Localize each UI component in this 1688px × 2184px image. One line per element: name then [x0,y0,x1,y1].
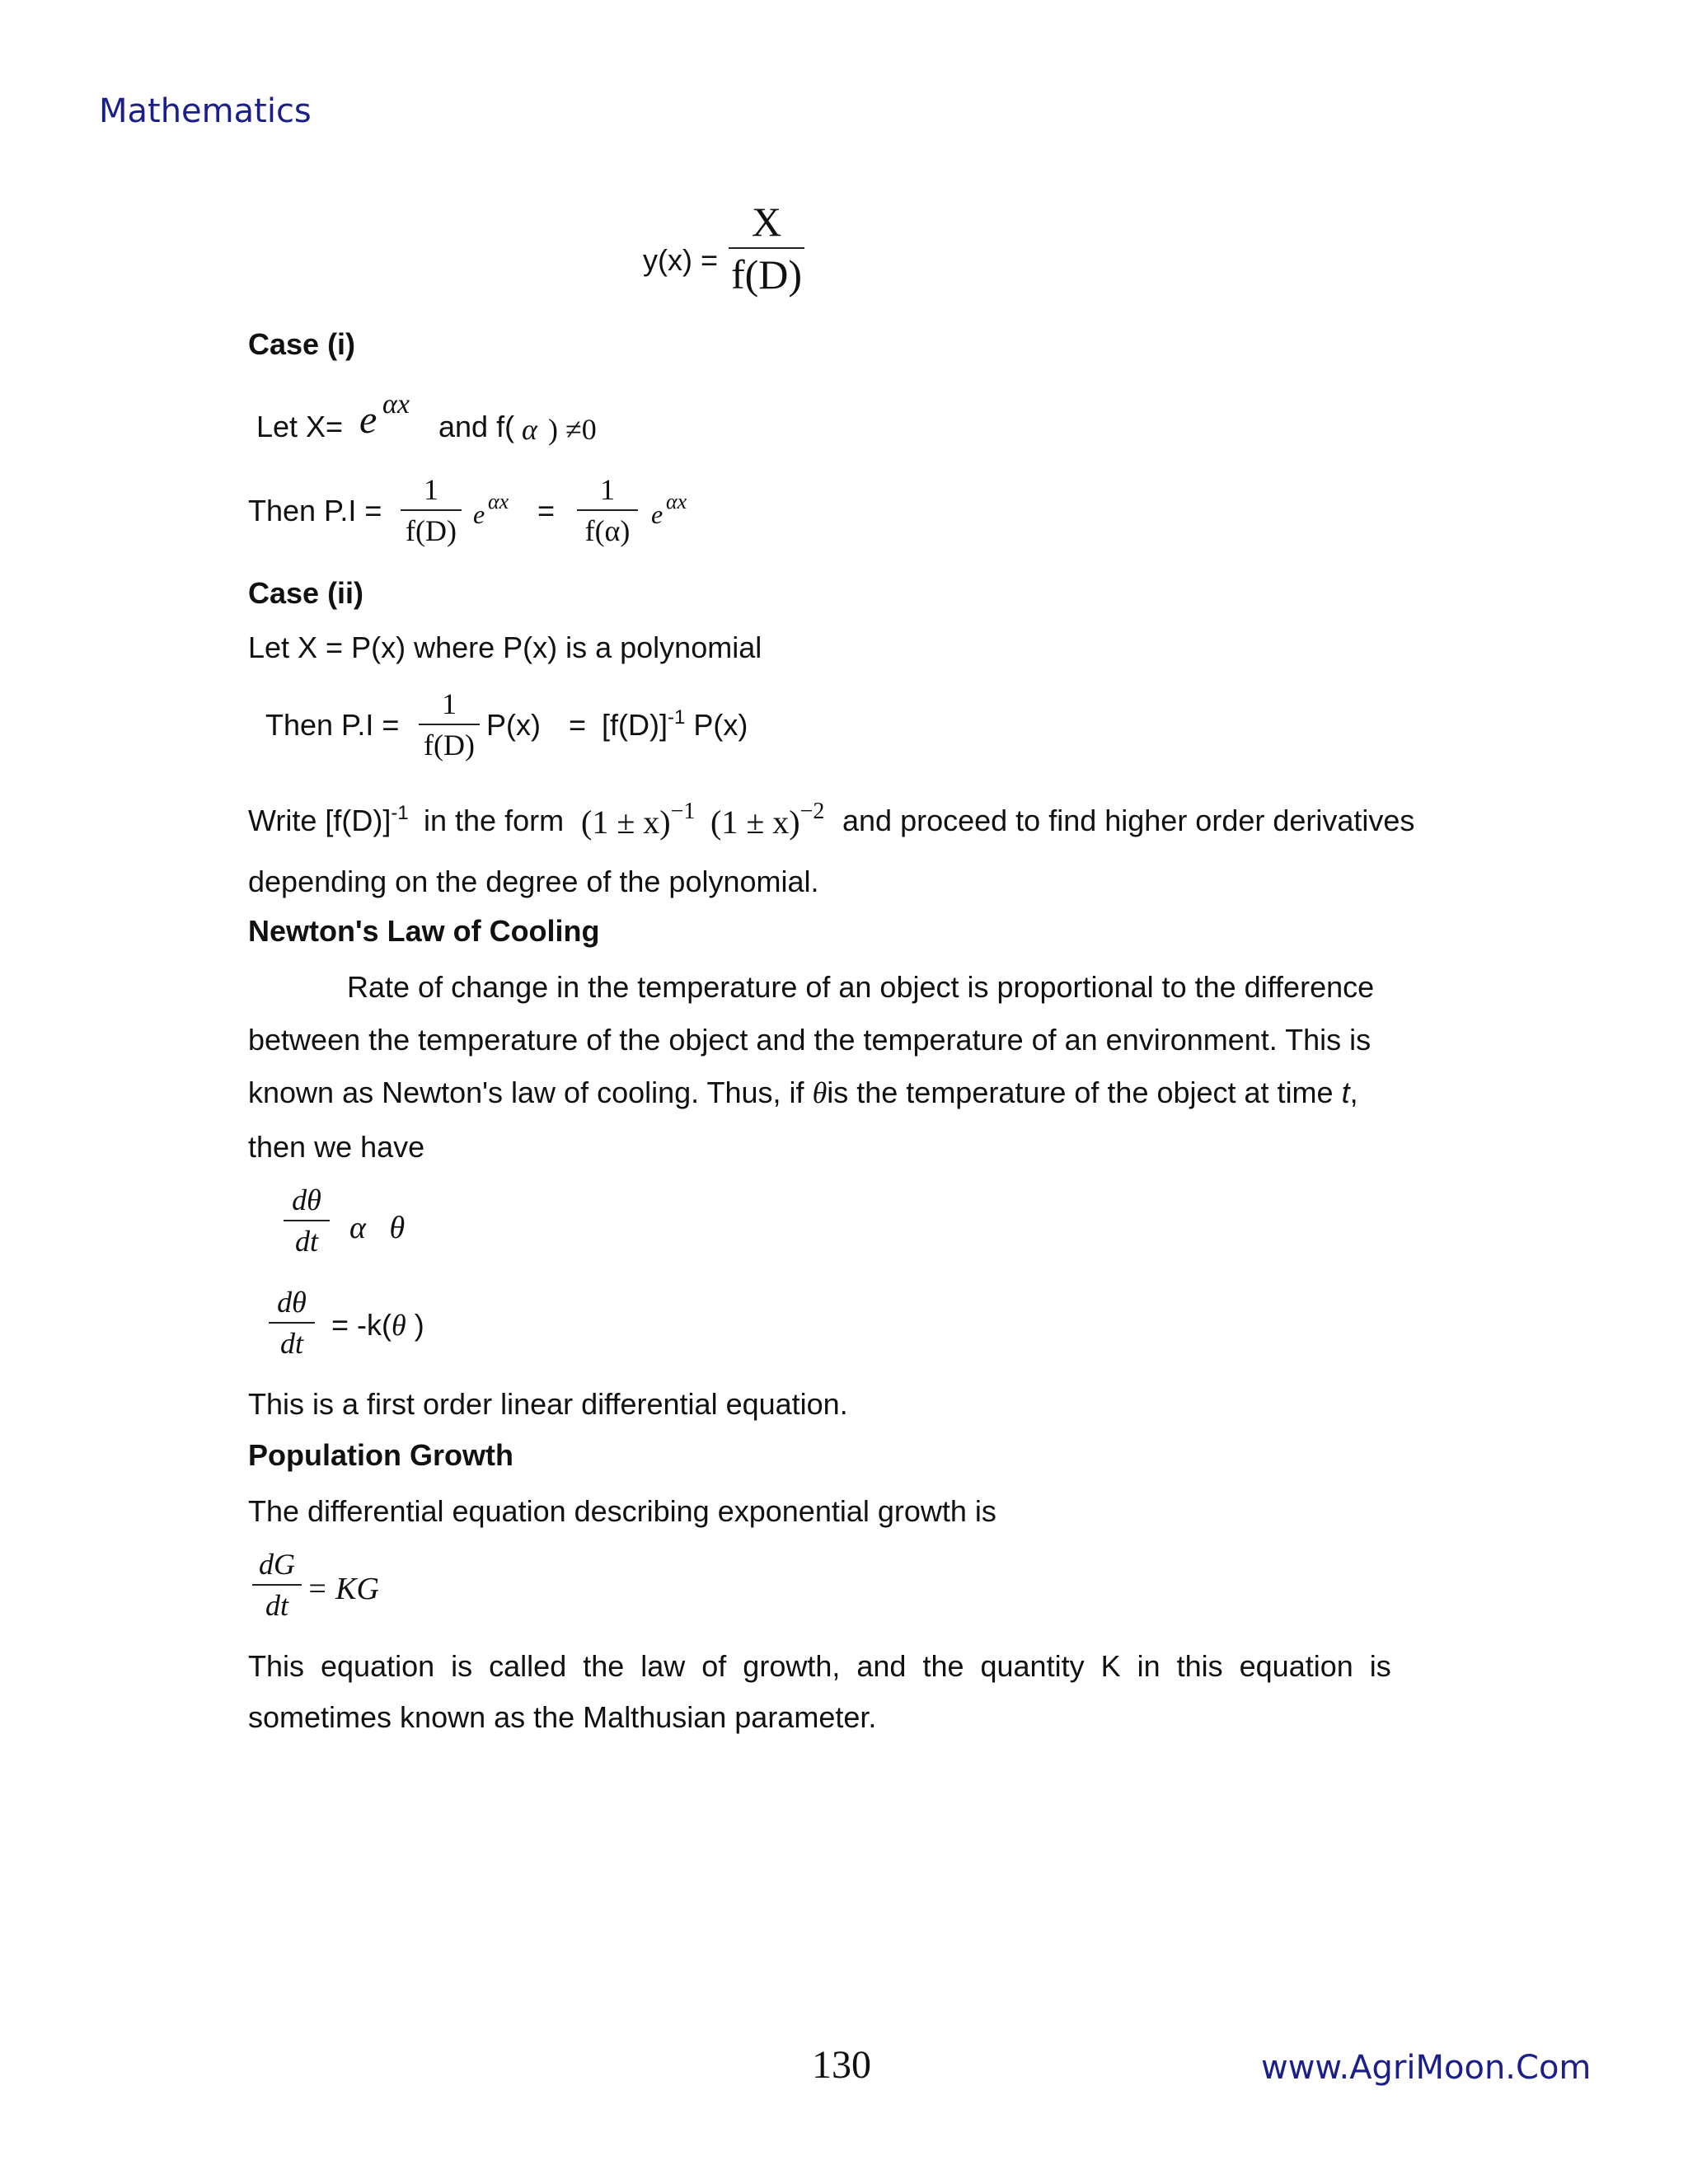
case1-heading: Case (i) [248,327,356,361]
newton-heading: Newton's Law of Cooling [248,914,600,948]
fraction-bar [729,247,804,249]
population-para-line1: This equation is called the law of growth, and the quantity K in this equation is [248,1649,1391,1683]
case1-exp1-power: αx [488,490,509,513]
newton-conclusion: This is a first order linear differential equation. [248,1387,848,1421]
case1-exp-power: αx [382,389,410,419]
population-eq-rhs: = KG [307,1572,379,1606]
case2-write-line2: depending on the degree of the polynomial. [248,865,819,898]
case1-exp-base: e [359,398,377,442]
case1-frac1-denominator: f(D) [406,514,457,547]
case1-equals: = [537,494,556,527]
case2-form1-power: −1 [670,799,696,824]
newton-para-line3-a: known as Newton's law of cooling. Thus, if [248,1076,804,1109]
case2-then-prefix: Then P.I = [265,708,400,742]
population-eq-numerator: dG [259,1548,295,1581]
case1-exp2-base: e [651,499,663,529]
case2-equals: = [569,708,587,742]
fraction-bar [419,724,480,725]
case1-frac2-numerator: 1 [600,473,615,506]
newton-para-line2: between the temperature of the object and the temperature of an environment. This is [248,1023,1372,1057]
case1-alpha: α [522,413,537,446]
case2-form2: (1 ± x) [710,804,800,841]
case2-form2-power: −2 [799,799,825,824]
newton-theta: θ [812,1076,828,1109]
fraction-bar [284,1220,330,1221]
newton-para-line3-b: is the temperature of the object at time [827,1076,1334,1109]
case2-form2-expr [710,799,825,841]
case1-frac2-denominator: f(α) [584,514,631,547]
case2-frac-denominator: f(D) [424,729,475,762]
newton-eq2-rhs-a: = -k( [331,1308,392,1342]
newton-eq2-theta: θ [392,1309,406,1342]
population-eq-fraction [252,1549,302,1620]
fraction-bar [252,1584,302,1586]
footer-website: www.AgriMoon.Com [1261,2049,1592,2087]
case2-fd-expr [602,706,748,742]
case2-form1: (1 ± x) [581,804,671,841]
fraction-bar [577,509,638,511]
eq-yx-lhs: y(x) = [643,243,719,277]
case1-let-prefix: Let X= [256,410,344,443]
case2-write-base: Write [f(D)] [248,804,392,837]
case2-px: P(x) [486,708,541,742]
page-number: 130 [812,2043,871,2087]
case1-exp1-base: e [473,499,485,529]
case1-close-neq: ) ≠0 [548,413,597,446]
newton-eq2-numerator: dθ [277,1286,307,1319]
population-eq-denominator: dt [265,1589,288,1622]
case2-fd-base: [f(D)] [602,708,668,742]
case2-write-suffix: and proceed to find higher order derivatives [842,804,1415,837]
case2-fd-power: -1 [667,706,686,729]
case2-write-prefix [248,802,409,837]
population-para-line2: sometimes known as the Malthusian parameter. [248,1700,877,1734]
population-intro: The differential equation describing exponential growth is [248,1494,996,1528]
newton-eq2-denominator: dt [279,1327,303,1360]
newton-t-var: t [1341,1076,1350,1109]
header-title: Mathematics [99,92,312,130]
case2-frac [419,689,480,760]
case2-in-the-form: in the form [424,804,565,837]
newton-eq2-rhs [331,1310,424,1340]
fraction-bar [401,509,462,511]
eq-yx-fraction [729,199,804,298]
case2-frac-numerator: 1 [442,687,457,720]
population-heading: Population Growth [248,1438,513,1472]
case2-write-power: -1 [391,802,409,824]
case1-frac1 [401,475,462,546]
newton-eq2-rhs-b: ) [414,1308,424,1342]
case1-frac1-numerator: 1 [424,473,438,506]
case1-then-prefix: Then P.I = [248,494,382,527]
case2-let-line: Let X = P(x) where P(x) is a polynomial [248,630,762,664]
fraction-bar [269,1322,315,1324]
newton-eq1-numerator: dθ [292,1183,321,1216]
eq-yx-denominator: f(D) [730,251,803,298]
newton-para-line4: then we have [248,1130,425,1164]
newton-eq1-fraction [284,1185,330,1256]
newton-eq1-denominator: dt [294,1225,318,1258]
eq-yx-numerator: X [751,199,782,245]
case2-heading: Case (ii) [248,576,364,610]
case1-frac2 [577,475,638,546]
newton-para-line1: Rate of change in the temperature of an object is proportional to the difference [347,970,1375,1004]
case2-px2: P(x) [693,708,748,742]
case1-exp2-power: αx [666,490,687,513]
newton-eq1-rhs: α θ [349,1211,406,1245]
newton-eq2-fraction [269,1287,315,1358]
case1-and-text: and f( [438,410,515,443]
case2-form1-expr [581,799,696,841]
newton-para-line3 [248,1078,1358,1108]
newton-para-line3-c: , [1349,1076,1358,1109]
